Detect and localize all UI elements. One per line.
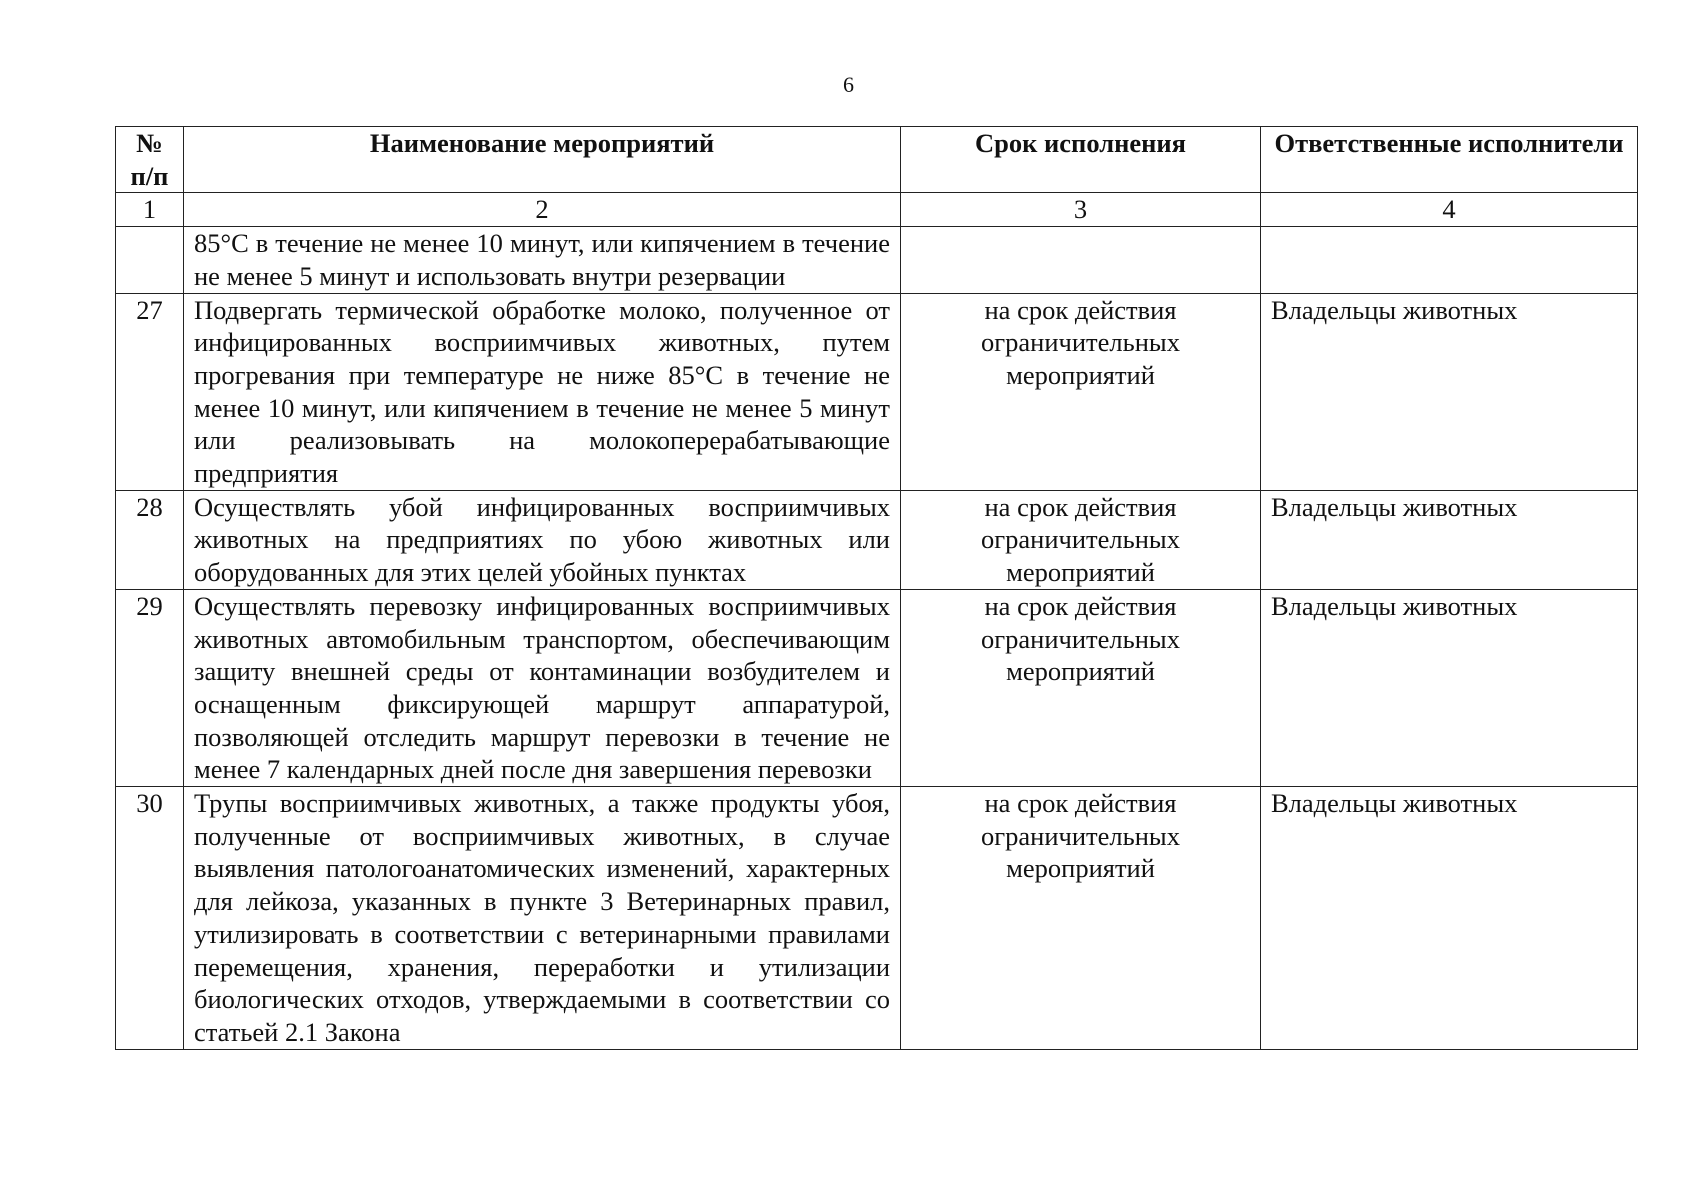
measure-responsible	[1261, 227, 1638, 293]
column-index: 3	[901, 193, 1261, 227]
measure-responsible: Владельцы животных	[1261, 589, 1638, 786]
measure-name: Трупы восприимчивых животных, а также продукты убоя, полученные от восприимчивых животных, в случае выявления патологоанатомических изменений, характерных для лейкоза, указанных в пункте 3 Ветеринарных правил, утилизировать в соответствии с ветеринарными правилами перемещения, хранения, переработки и утилизации биологических отходов, утверждаемыми в соответствии со статьей 2.1 Закона	[184, 787, 901, 1050]
measure-name: Осуществлять перевозку инфицированных восприимчивых животных автомобильным транспортом, обеспечивающим защиту внешней среды от контаминации возбудителем и оснащенным фиксирующей маршрут аппаратурой, позволяющей отследить маршрут перевозки в течение не менее 7 календарных дней после дня завершения перевозки	[184, 589, 901, 786]
table-header	[116, 127, 1638, 227]
measure-name: Подвергать термической обработке молоко, полученное от инфицированных восприимчивых животных, путем прогревания при температуре не ниже 85°С в течение не менее 10 минут, или кипячением в течение не менее 5 минут или реализовывать на молокоперерабатывающие предприятия	[184, 293, 901, 490]
table-row	[116, 490, 1638, 589]
column-index: 1	[116, 193, 184, 227]
measure-responsible: Владельцы животных	[1261, 293, 1638, 490]
measure-term: на срок действия ограничительных мероприятий	[901, 589, 1261, 786]
column-index: 2	[184, 193, 901, 227]
table-row	[116, 293, 1638, 490]
row-number: 27	[116, 293, 184, 490]
row-number	[116, 227, 184, 293]
header-number: № п/п	[116, 127, 184, 193]
measure-responsible: Владельцы животных	[1261, 490, 1638, 589]
measure-name: Осуществлять убой инфицированных восприимчивых животных на предприятиях по убою животных или оборудованных для этих целей убойных пунктах	[184, 490, 901, 589]
measure-term: на срок действия ограничительных мероприятий	[901, 293, 1261, 490]
column-index-row	[116, 193, 1638, 227]
row-number: 30	[116, 787, 184, 1050]
header-responsible: Ответственные исполнители	[1261, 127, 1638, 193]
measures-table	[115, 126, 1638, 1050]
measure-name: 85°С в течение не менее 10 минут, или кипячением в течение не менее 5 минут и использовать внутри резервации	[184, 227, 901, 293]
table-row	[116, 787, 1638, 1050]
header-row	[116, 127, 1638, 193]
measure-responsible: Владельцы животных	[1261, 787, 1638, 1050]
row-number: 28	[116, 490, 184, 589]
table-row	[116, 589, 1638, 786]
measure-term	[901, 227, 1261, 293]
table-row	[116, 227, 1638, 293]
measure-term: на срок действия ограничительных мероприятий	[901, 490, 1261, 589]
measure-term: на срок действия ограничительных мероприятий	[901, 787, 1261, 1050]
table-body	[116, 227, 1638, 1050]
page-number: 6	[843, 72, 854, 97]
column-index: 4	[1261, 193, 1638, 227]
header-name: Наименование мероприятий	[184, 127, 901, 193]
header-term: Срок исполнения	[901, 127, 1261, 193]
row-number: 29	[116, 589, 184, 786]
